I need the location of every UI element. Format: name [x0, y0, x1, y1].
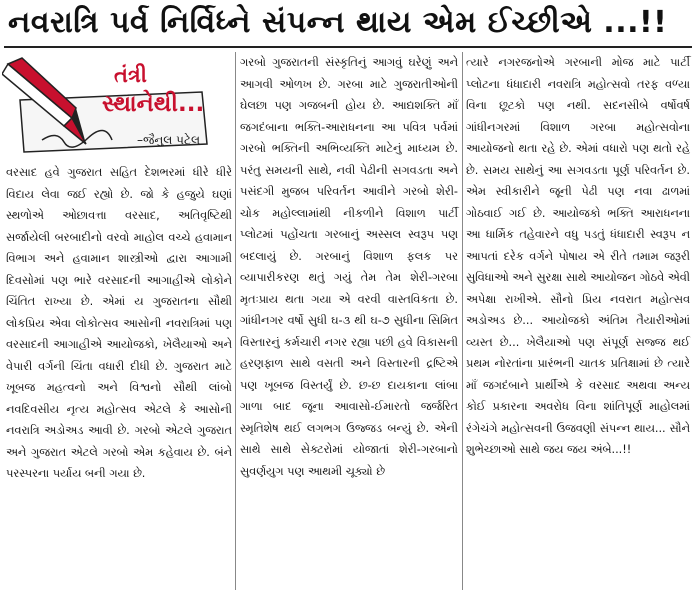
author-byline: –જૈનુલ પટેલ	[137, 133, 201, 147]
headline: નવરાત્રિ પર્વ નિર્વિધ્ને સંપન્ન થાય એમ ઈચ્છીએ ...!!	[8, 5, 668, 40]
article-column-2	[240, 52, 458, 482]
column-divider	[462, 52, 463, 590]
article-column-1	[6, 162, 232, 485]
headline-rule	[4, 46, 692, 48]
column-3-text: ત્યારે નગરજનોએ ગરબાની મોજ માટે પાર્ટી પ્લોટના ધંધાદારી નવરાત્રિ મહોત્સવો તરફ વળ્યા વિના છૂટકો પણ નથી. સદનસીબે વર્ષોવર્ષ ગાંધીનગરમાં વિશાળ ગરબા મહોત્સવોના આયોજનો થતા રહે છે. એમાં વધારો પણ થતો રહે છે. સમય સાથેનું આ સગવડતા પૂર્ણ પરિવર્તન છે. એમ સ્વીકારીને જૂની પેઢી પણ નવા ઢાળમાં ગોઠવાઈ ગઈ છે. આયોજકો ભક્તિ આરાધનના આ ધાર્મિક તહેવારને વધુ પડતું ધંધાદારી સ્વરૂપ ન આપતાં દરેક વર્ગને પોષાય એ રીતે તમામ જરૂરી સુવિધાઓ અને સુરક્ષા સાથે આયોજન ગોઠવે એવી અપેક્ષા રાખીએ. સૌનો પ્રિય નવરાત મહોત્સવ અડોઅડ છે... આયોજકો અંતિમ તૈયારીઓમાં વ્યસ્ત છે... ખેલૈયાઓ પણ સંપૂર્ણ સજ્જ થઈ પ્રથમ નોરતાંના પ્રારંભની ચાતક પ્રતિક્ષામાં છે ત્યારે માઁ જગદંબાને પ્રાર્થીએ કે વરસાદ અથવા અન્ય કોઈ પ્રકારના અવરોધ વિના શાંતિપૂર્ણ માહોલમાં રંગેચંગે મહોત્સવની ઉજવણી સંપન્ન થાય... સૌને શુભેચ્છાઓ સાથે જય જય અંબે...!!	[466, 56, 690, 456]
column-2-text: ગરબો ગુજરાતની સંસ્કૃતિનું આગવું ઘરેણું અને આગવી ઓળખ છે. ગરબા માટે ગુજરાતીઓની ઘેલછા પણ ગજબની હોય છે. આદ્યશક્તિ માઁ જગદંબાના ભક્તિ-આરાધનના આ પવિત્ર પર્વમાં ગરબો ભક્તિની અભિવ્યક્તિ માટેનું માધ્યમ છે. પરંતુ સમયની સાથે, નવી પેઢીની સગવડતા અને પસંદગી મુજબ પરિવર્તન આવીને ગરબો શેરી-ચોક મહોલ્લામાંથી નીકળીને વિશાળ પાર્ટી પ્લોટમાં પહોંચતા ગરબાનું અસ્સલ સ્વરૂપ પણ બદલાયું છે. ગરબાનું વિશાળ ફલક પર વ્યાપારીકરણ થતું ગયું તેમ તેમ શેરી-ગરબા મૃતઃપ્રાય થતા ગયા એ વરવી વાસ્તવિકતા છે. ગાંધીનગર વર્ષો સુધી ઘ-૩ થી ઘ-૭ સુધીના સિમિત વિસ્તારનું કર્મચારી નગર રહ્યા પછી હવે વિકાસની હરણફાળ સાથે વસતી અને વિસ્તારની દ્રષ્ટિએ પણ ખૂબજ વિસ્તર્યું છે. છ-છ દાયકાના લાંબા ગાળા બાદ જૂના આવાસો-ઈમારતો જર્જરિત સ્મૃતિશેષ થઈ લગભગ ઉજ્જડ બન્યું છે. એની સાથે સાથે સેક્ટરોમાં યોજાતાં શેરી-ગરબાનો સુવર્ણયુગ પણ આથમી ચૂક્યો છે	[240, 56, 458, 478]
logo-subtitle: સ્થાનેથી...	[102, 91, 205, 117]
column-logo	[2, 52, 230, 162]
column-divider	[235, 52, 236, 590]
column-1-text: વરસાદ હવે ગુજરાત સહિત દેશભરમાં ધીરે ધીરે વિદાય લેવા જઈ રહ્યો છે. જો કે હજુયે ઘણાં સ્થળોએ ઓછાવત્તા વરસાદ, અતિવૃષ્ટિથી સર્જાયેલી બરબાદીનો વરવો માહોલ વચ્ચે હવામાન વિભાગ અને હવામાન શાસ્ત્રીઓ દ્વારા આગામી દિવસોમાં પણ ભારે વરસાદની આગાહીએ લોકોને ચિંતિત રાખ્યા છે. એમાં ય ગુજરાતના સૌથી લોકપ્રિય એવા લોકોત્સવ આસોની નવરાત્રિમાં પણ વરસાદની આગાહીએ આયોજકો, ખેલૈયાઓ અને વેપારી વર્ગની ચિંતા વધારી દીધી છે. ગુજરાત માટે ખૂબજ મહત્વનો અને વિશ્વનો સૌથી લાંબો નવદિવસીય નૃત્ય મહોત્સવ એટલે કે આસોની નવરાત્રિ અડોઅડ આવી છે. ગરબો એટલે ગુજરાત અને ગુજરાત એટલે ગરબો એમ કહેવાય છે. બંને પરસ્પરના પર્યાય બની ગયા છે.	[6, 166, 232, 480]
article-column-3	[466, 52, 690, 461]
logo-title: તંત્રી	[114, 63, 147, 87]
